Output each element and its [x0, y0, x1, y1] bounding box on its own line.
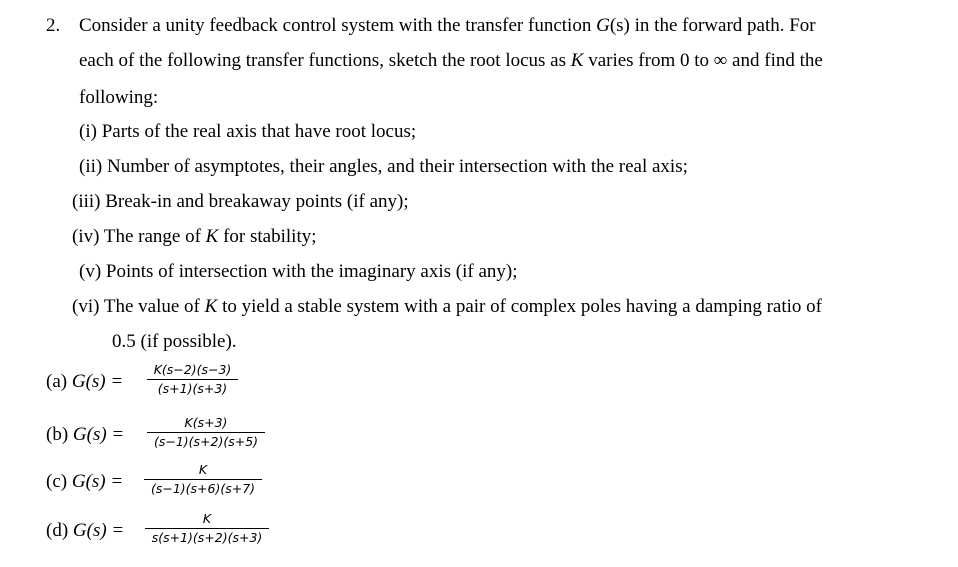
item-label: (iii) [72, 191, 101, 212]
equation-lhs [46, 472, 123, 491]
fraction [147, 364, 238, 395]
symbol-k: K [205, 226, 219, 247]
list-item [72, 297, 822, 316]
item-label: (v) [79, 261, 102, 282]
intro-text-2b: varies from 0 to ∞ and find the [583, 50, 823, 71]
symbol-k: K [570, 50, 584, 71]
intro-line-1 [79, 16, 816, 35]
intro-line-3: following: [79, 87, 159, 108]
symbol-g: G [596, 15, 610, 36]
intro-line-2 [79, 51, 823, 70]
item-text-b: to yield a stable system with a pair of complex poles having a damping ratio of [217, 296, 823, 317]
item-text: Break-in and breakaway points (if any); [105, 191, 409, 212]
denominator: (s−1)(s+6)(s+7) [150, 480, 256, 496]
equation-lhs [46, 425, 124, 444]
numerator: K [202, 511, 212, 526]
equation-lhs [46, 372, 123, 391]
list-item [79, 262, 518, 281]
list-item [72, 192, 409, 211]
symbol-k: K [204, 296, 218, 317]
item-label: (i) [79, 121, 97, 142]
item-label: (iv) [72, 226, 100, 247]
equation-lhs-text: G(s) = [72, 424, 125, 445]
intro-text-1a: Consider a unity feedback control system with the transfer function [79, 15, 597, 36]
numerator: K(s+3) [184, 415, 228, 430]
item-text-b: for stability; [218, 226, 317, 247]
fraction [145, 513, 269, 544]
equation-lhs-text: G(s) = [71, 471, 124, 492]
question-number: 2. [46, 15, 61, 36]
equation-lhs-text: G(s) = [72, 520, 125, 541]
equation-label: (c) [46, 471, 68, 492]
list-item [72, 227, 317, 246]
item-text: Number of asymptotes, their angles, and their intersection with the real axis; [106, 156, 688, 177]
fraction [147, 417, 265, 448]
item-label: (ii) [79, 156, 103, 177]
item-text-a: The value of [103, 296, 205, 317]
denominator: (s−1)(s+2)(s+5) [153, 433, 259, 449]
denominator: (s+1)(s+3) [157, 380, 228, 396]
equation-label: (a) [46, 371, 68, 392]
numerator: K [198, 462, 208, 477]
list-item [79, 157, 688, 176]
list-item [79, 122, 416, 141]
intro-text-1b: in the forward path. For [629, 15, 816, 36]
equation-lhs [46, 521, 124, 540]
numerator: K(s−2)(s−3) [153, 362, 232, 377]
denominator: s(s+1)(s+2)(s+3) [151, 529, 263, 545]
item-text: Points of intersection with the imaginary axis (if any); [105, 261, 518, 282]
intro-text-2a: each of the following transfer functions, sketch the root locus as [79, 50, 571, 71]
fraction [144, 464, 262, 495]
equation-lhs-text: G(s) = [71, 371, 124, 392]
symbol-s: (s) [609, 15, 630, 36]
item-text: Parts of the real axis that have root locus; [101, 121, 417, 142]
equation-label: (b) [46, 424, 69, 445]
equation-label: (d) [46, 520, 69, 541]
item-label: (vi) [72, 296, 100, 317]
item-text-a: The range of [103, 226, 206, 247]
list-item-continuation: 0.5 (if possible). [112, 331, 237, 352]
